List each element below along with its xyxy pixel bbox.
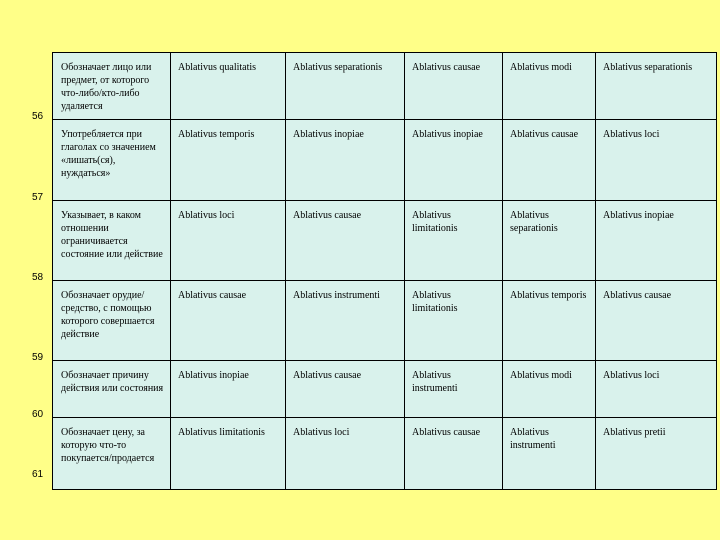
row-number-57: 57: [32, 192, 44, 203]
answer-option-1[interactable]: Ablativus inopiae: [171, 361, 286, 418]
row-description: Указывает, в каком отношении ограничивается состояние или действие: [53, 201, 171, 281]
answer-option-4[interactable]: Ablativus causae: [503, 120, 596, 201]
ablative-table: [52, 52, 717, 490]
row-description: Обозначает орудие/средство, с помощью которого совершается действие: [53, 281, 171, 361]
answer-option-3[interactable]: Ablativus limitationis: [405, 201, 503, 281]
answer-option-5[interactable]: Ablativus loci: [596, 361, 717, 418]
answer-option-2[interactable]: Ablativus loci: [286, 418, 405, 490]
answer-option-3[interactable]: Ablativus causae: [405, 418, 503, 490]
answer-option-2[interactable]: Ablativus instrumenti: [286, 281, 405, 361]
answer-option-2[interactable]: Ablativus separationis: [286, 53, 405, 120]
answer-option-3[interactable]: Ablativus limitationis: [405, 281, 503, 361]
answer-option-3[interactable]: Ablativus instrumenti: [405, 361, 503, 418]
row-description: Употребляется при глаголах со значением «лишать(ся), нуждаться»: [53, 120, 171, 201]
answer-option-3[interactable]: Ablativus inopiae: [405, 120, 503, 201]
answer-option-4[interactable]: Ablativus temporis: [503, 281, 596, 361]
answer-option-5[interactable]: Ablativus separationis: [596, 53, 717, 120]
answer-option-5[interactable]: Ablativus inopiae: [596, 201, 717, 281]
row-number-61: 61: [32, 469, 44, 480]
answer-option-5[interactable]: Ablativus pretii: [596, 418, 717, 490]
answer-option-1[interactable]: Ablativus temporis: [171, 120, 286, 201]
answer-option-4[interactable]: Ablativus separationis: [503, 201, 596, 281]
row-number-60: 60: [32, 409, 44, 420]
answer-option-1[interactable]: Ablativus causae: [171, 281, 286, 361]
answer-option-1[interactable]: Ablativus qualitatis: [171, 53, 286, 120]
answer-option-2[interactable]: Ablativus causae: [286, 201, 405, 281]
row-number-56: 56: [32, 111, 44, 122]
row-description: Обозначает причину действия или состояния: [53, 361, 171, 418]
row-description: Обозначает лицо или предмет, от которого что-либо/кто-либо удаляется: [53, 53, 171, 120]
answer-option-4[interactable]: Ablativus modi: [503, 53, 596, 120]
answer-option-2[interactable]: Ablativus inopiae: [286, 120, 405, 201]
row-number-58: 58: [32, 272, 44, 283]
row-numbers: [0, 0, 52, 540]
table-row: [53, 201, 717, 281]
table-row: [53, 120, 717, 201]
answer-option-5[interactable]: Ablativus loci: [596, 120, 717, 201]
answer-option-3[interactable]: Ablativus causae: [405, 53, 503, 120]
answer-option-1[interactable]: Ablativus limitationis: [171, 418, 286, 490]
table-row: [53, 361, 717, 418]
table-row: [53, 53, 717, 120]
table-row: [53, 418, 717, 490]
answer-option-5[interactable]: Ablativus causae: [596, 281, 717, 361]
answer-option-2[interactable]: Ablativus causae: [286, 361, 405, 418]
answer-option-4[interactable]: Ablativus modi: [503, 361, 596, 418]
row-description: Обозначает цену, за которую что-то покупается/продается: [53, 418, 171, 490]
row-number-59: 59: [32, 352, 44, 363]
answer-option-4[interactable]: Ablativus instrumenti: [503, 418, 596, 490]
table-row: [53, 281, 717, 361]
answer-option-1[interactable]: Ablativus loci: [171, 201, 286, 281]
